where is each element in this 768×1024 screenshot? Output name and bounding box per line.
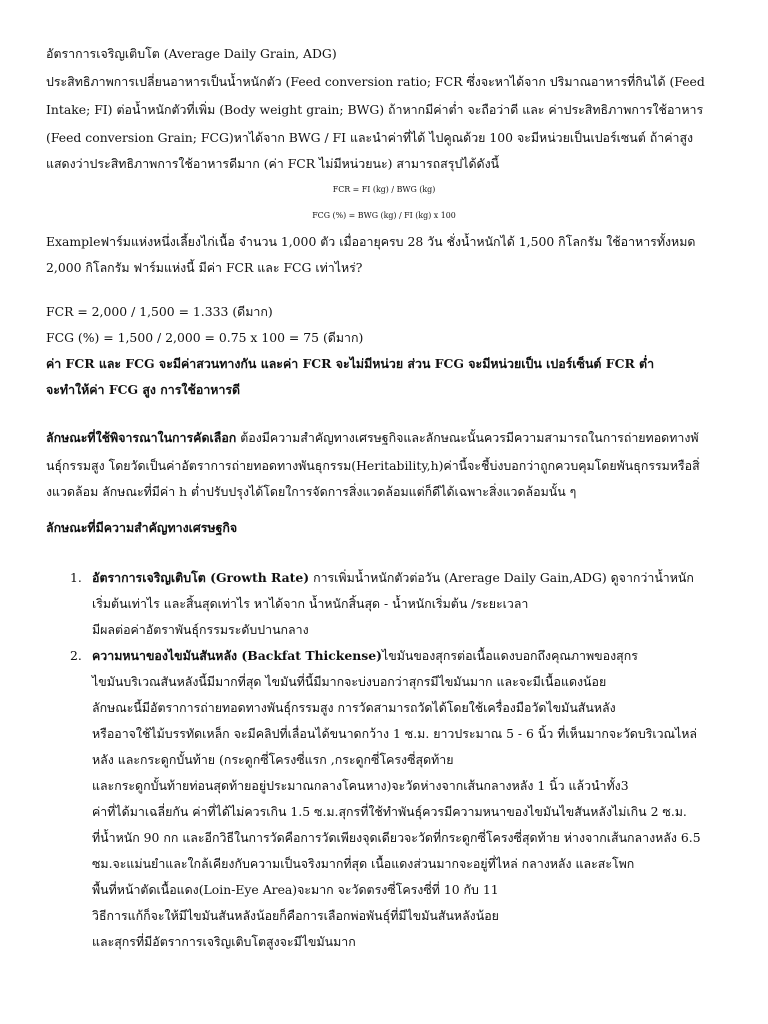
selection-heading: ลักษณะที่ใช้พิจารณาในการคัดเลือก [46, 430, 237, 445]
paragraph-line: แสดงว่าประสิทธิภาพการใช้อาหารดีมาก (ค่า FCR ไม่มีหน่วยนะ) สามารถสรุปได้ดังนี้ [46, 156, 500, 171]
paragraph-line: ประสิทธิภาพการเปลี่ยนอาหารเป็นน้ำหนักตัว (Feed conversion ratio; FCR ซึ่งจะหาได้จาก ปริมาณอาหารที่กินได้ (Feed [46, 74, 705, 89]
paragraph-line: Intake; FI) ต่อน้ำหนักตัวที่เพิ่ม (Body weight grain; BWG) ถ้าหากมีค่าต่ำ จะถือว่าดี และ ค่าประสิทธิภาพการใช้อาหาร [46, 102, 704, 117]
example-line: 2,000 กิโลกรัม ฟาร์มแห่งนี้ มีค่า FCR และ FCG เท่าไหร่? [46, 260, 363, 275]
paragraph-line: (Feed conversion Grain; FCG)หาได้จาก BWG / FI และนำค่าที่ได้ ไปคูณด้วย 100 จะมีหน่วยเป็นเปอร์เซนต์ ถ้าค่าสูง [46, 130, 694, 145]
list-item-line: มีผลต่อค่าอัตราพันธุ์กรรมระดับปานกลาง [92, 622, 309, 637]
list-item-line: ที่น้ำหนัก 90 กก และอีกวิธีในการวัดคือการวัดเพียงจุดเดียวจะวัดที่กระดูกซี่โครงซี่สุดท้าย ห่างจากเส้นกลางหลัง 6.5 [92, 830, 701, 845]
list-number: 2. [70, 648, 82, 663]
backfat-text: ไขมันของสุกรต่อเนื้อแดงบอกถึงคุณภาพของสุกร [382, 648, 638, 663]
list-item-backfat [92, 648, 638, 664]
list-item-line: ซม.จะแม่นยำและใกล้เคียงกับความเป็นจริงมากที่สุด เนื้อแดงส่วนมากจะอยู่ที่ไหล่ กลางหลัง และสะโพก [92, 856, 635, 871]
backfat-title: ความหนาของไขมันสันหลัง (Backfat Thickense) [92, 648, 382, 663]
fcr-calculation: FCR = 2,000 / 1,500 = 1.333 (ดีมาก) [46, 304, 273, 319]
list-item-line: และสุกรที่มีอัตราการเจริญเติบโตสูงจะมีไขมันมาก [92, 934, 356, 949]
list-item-line: หลัง และกระดูกบั้นท้าย (กระดูกซี่โครงซี่แรก ,กระดูกซี่โครงซี่สุดท้าย [92, 752, 454, 767]
fcr-formula: FCR = FI (kg) / BWG (kg) [332, 185, 436, 194]
list-item-line: วิธีการแก้ก็จะให้มีไขมันสันหลังน้อยก็คือการเลือกพ่อพันธุ์ที่มีไขมันสันหลังน้อย [92, 908, 499, 923]
list-item-line: ค่าที่ได้มาเฉลี่ยกัน ค่าที่ได้ไม่ควรเกิน 1.5 ซ.ม.สุกรที่ใช้ทำพันธุ์ควรมีความหนาของไขมันไขสันหลังไม่เกิน 2 ซ.ม. [92, 804, 687, 819]
growth-rate-title: อัตราการเจริญเติบโต (Growth Rate) [92, 570, 310, 585]
list-item-growth-rate [92, 570, 694, 586]
growth-rate-text: การเพิ่มน้ำหนักตัวต่อวัน (Arerage Daily Gain,ADG) ดูจากว่าน้ำหนัก [309, 570, 694, 585]
list-item-line: เริ่มต้นเท่าไร และสิ้นสุดเท่าไร หาได้จาก น้ำหนักสิ้นสุด - น้ำหนักเริ่มต้น /ระยะเวลา [92, 596, 529, 611]
adg-heading: อัตราการเจริญเติบโต (Average Daily Grain, ADG) [46, 46, 337, 61]
summary-note: ค่า FCR และ FCG จะมีค่าสวนทางกัน และค่า FCR จะไม่มีหน่วย ส่วน FCG จะมีหน่วยเป็น เปอร์เซ็นต์ FCR ต่ำ [46, 356, 655, 371]
list-item-line: ไขมันบริเวณสันหลังนี้มีมากที่สุด ไขมันที่นี้มีมากจะบ่งบอกว่าสุกรมีไขมันมาก และจะมีเนื้อแดงน้อย [92, 674, 607, 689]
list-number: 1. [70, 570, 82, 585]
economic-traits-heading: ลักษณะที่มีความสำคัญทางเศรษฐกิจ [46, 520, 238, 535]
fcg-formula: FCG (%) = BWG (kg) / FI (kg) x 100 [312, 211, 456, 220]
list-item-line: และกระดูกบั้นท้ายท่อนสุดท้ายอยู่ประมาณกลางโคนหาง)จะวัดห่างจากเส้นกลางหลัง 1 นิ้ว แล้วนำทั้ง3 [92, 778, 629, 793]
fcg-calculation: FCG (%) = 1,500 / 2,000 = 0.75 x 100 = 75 (ดีมาก) [46, 330, 364, 345]
selection-text: ต้องมีความสำคัญทางเศรษฐกิจและลักษณะนั้นควรมีความสามารถในการถ่ายทอดทางพั [236, 430, 699, 445]
selection-paragraph-line [46, 430, 699, 446]
list-item-line: ลักษณะนี้มีอัตราการถ่ายทอดทางพันธุ์กรรมสูง การวัดสามารถวัดได้โดยใช้เครื่องมือวัดไขมันสันหลัง [92, 700, 616, 715]
list-item-line: หรืออาจใช้ไม้บรรทัดเหล็ก จะมีคลิปที่เลื่อนได้ขนาดกว้าง 1 ซ.ม. ยาวประมาณ 5 - 6 นิ้ว ที่เห็นมากจะวัดบริเวณไหล่ [92, 726, 698, 741]
paragraph-line: งแวดล้อม ลักษณะที่มีค่า h ต่ำปรับปรุงได้โดยใการจัดการสิ่งแวดล้อมแต่ก็ดีได้เฉพาะสิ่งแวดล้อมนั้น ๆ [46, 484, 577, 499]
summary-note: จะทำให้ค่า FCG สูง การใช้อาหารดี [46, 382, 241, 397]
example-line: Exampleฟาร์มแห่งหนึ่งเลี้ยงไก่เนื้อ จำนวน 1,000 ตัว เมื่ออายุครบ 28 วัน ชั่งน้ำหนักได้ 1,500 กิโลกรัม ใช้อาหารทั้งหมด [46, 234, 696, 249]
paragraph-line: นธุ์กรรมสูง โดยวัดเป็นค่าอัตราการถ่ายทอดทางพันธุกรรม(Heritability,h)ค่านี้จะชี้บ่งบอกว่าถูกควบคุมโดยพันธุกรรมหรือสิ่ [46, 458, 700, 473]
list-item-line: พื้นที่หน้าตัดเนื้อแดง(Loin-Eye Area)จะมาก จะวัดตรงซี่โครงซี่ที่ 10 กับ 11 [92, 882, 499, 897]
